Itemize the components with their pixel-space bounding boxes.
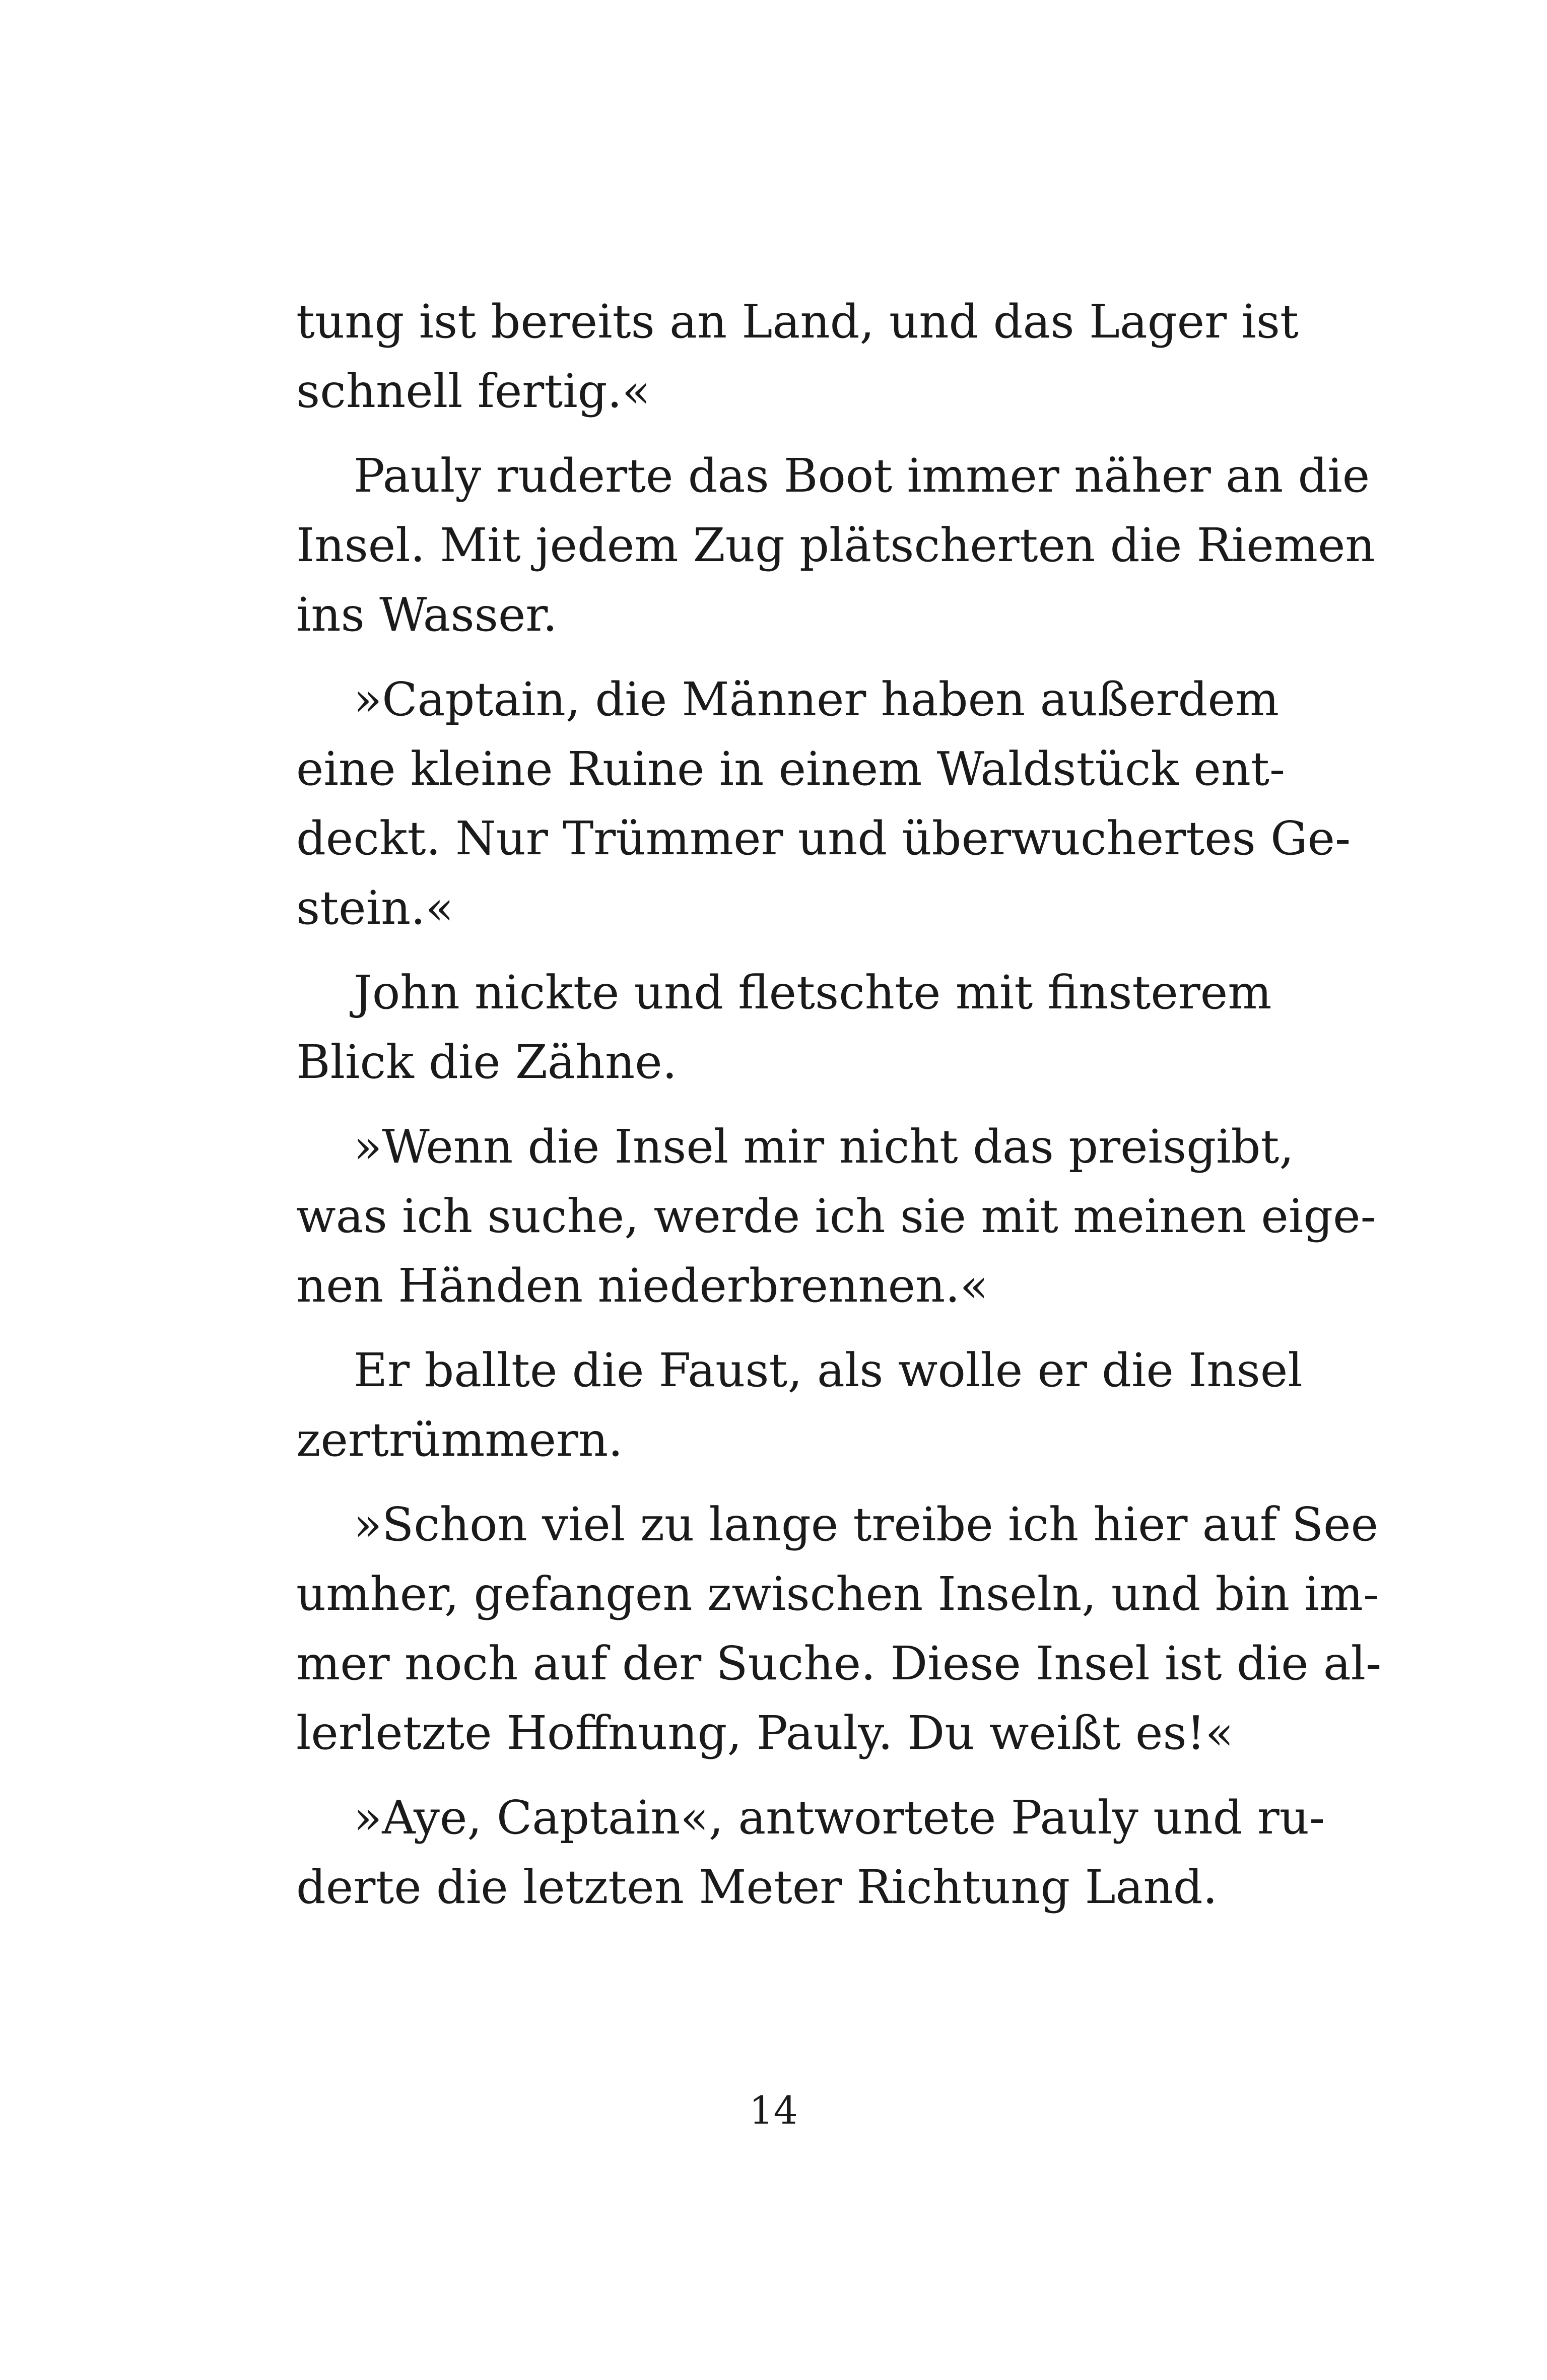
text-line: deckt. Nur Trümmer und überwuchertes Ge- <box>296 811 1351 865</box>
text-line: zertrümmern. <box>296 1413 623 1467</box>
text-line: Blick die Zähne. <box>296 1035 677 1089</box>
text-line: »Schon viel zu lange treibe ich hier auf See <box>354 1498 1379 1551</box>
text-line: Pauly ruderte das Boot immer näher an die <box>354 449 1370 503</box>
text-line: »Wenn die Insel mir nicht das preisgibt, <box>354 1120 1294 1174</box>
text-line: ins Wasser. <box>296 588 558 642</box>
text-line: eine kleine Ruine in einem Waldstück ent- <box>296 742 1286 796</box>
text-line: mer noch auf der Suche. Diese Insel ist die al- <box>296 1637 1382 1690</box>
text-line: derte die letzten Meter Richtung Land. <box>296 1860 1218 1914</box>
text-line: »Aye, Captain«, antwortete Pauly und ru- <box>354 1791 1325 1845</box>
text-line: nen Händen niederbrennen.« <box>296 1259 988 1313</box>
text-line: John nickte und fletschte mit finsterem <box>354 966 1272 1019</box>
page-number: 14 <box>749 2088 798 2133</box>
text-line: stein.« <box>296 881 454 935</box>
text-line: schnell fertig.« <box>296 364 651 418</box>
text-line: was ich suche, werde ich sie mit meinen eige- <box>296 1189 1376 1243</box>
text-line: Insel. Mit jedem Zug plätscherten die Riemen <box>296 518 1375 572</box>
text-line: tung ist bereits an Land, und das Lager ist <box>296 295 1299 349</box>
text-line: umher, gefangen zwischen Inseln, und bin im- <box>296 1567 1379 1621</box>
text-line: Er ballte die Faust, als wolle er die Insel <box>354 1343 1303 1397</box>
text-line: lerletzte Hoffnung, Pauly. Du weißt es!« <box>296 1706 1234 1760</box>
body-text <box>296 287 1382 1922</box>
text-line: »Captain, die Männer haben außerdem <box>354 672 1280 726</box>
